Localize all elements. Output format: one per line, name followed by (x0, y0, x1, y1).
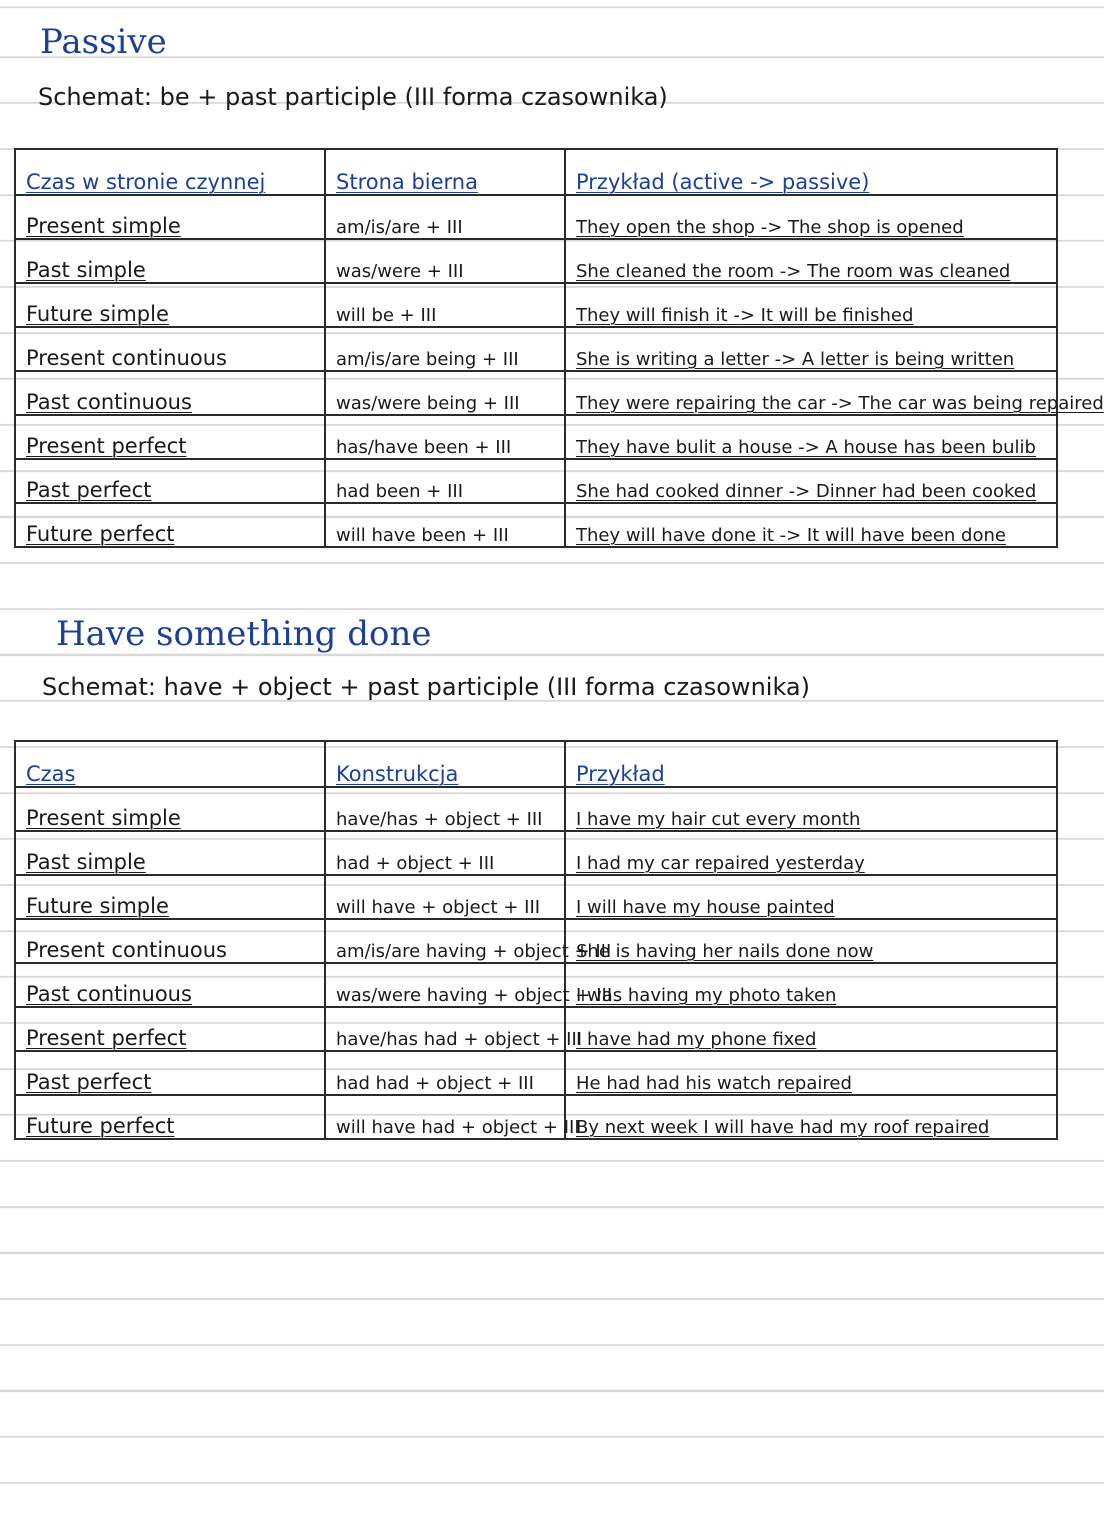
tense-cell: Future simple (15, 875, 325, 919)
tense-cell: Present continuous (15, 919, 325, 963)
example-cell: He had had his watch repaired (565, 1051, 1057, 1095)
table-row (15, 239, 1057, 283)
table-row (15, 1051, 1057, 1095)
example-cell: She cleaned the room -> The room was cleaned (565, 239, 1057, 283)
table-header-row (15, 149, 1057, 195)
table-row (15, 1007, 1057, 1051)
example-cell: They were repairing the car -> The car was being repaired (565, 371, 1057, 415)
example-cell: They will finish it -> It will be finished (565, 283, 1057, 327)
form-cell: am/is/are being + III (325, 327, 565, 371)
tense-cell: Past continuous (15, 371, 325, 415)
example-cell: I was having my photo taken (565, 963, 1057, 1007)
table-row (15, 919, 1057, 963)
column-header-tense: Czas (15, 741, 325, 787)
example-cell: She is writing a letter -> A letter is being written (565, 327, 1057, 371)
tense-cell: Present perfect (15, 415, 325, 459)
tense-cell: Future simple (15, 283, 325, 327)
example-cell: I will have my house painted (565, 875, 1057, 919)
table-row (15, 195, 1057, 239)
form-cell: had had + object + III (325, 1051, 565, 1095)
tense-cell: Past perfect (15, 459, 325, 503)
tense-cell: Past continuous (15, 963, 325, 1007)
tense-cell: Past simple (15, 831, 325, 875)
form-cell: am/is/are + III (325, 195, 565, 239)
passive-title: Passive (40, 22, 167, 62)
form-cell: had + object + III (325, 831, 565, 875)
table-row (15, 875, 1057, 919)
table-row (15, 327, 1057, 371)
form-cell: will have had + object + III (325, 1095, 565, 1139)
column-header-active-tense: Czas w stronie czynnej (15, 149, 325, 195)
form-cell: had been + III (325, 459, 565, 503)
table-row (15, 831, 1057, 875)
tense-cell: Future perfect (15, 503, 325, 547)
form-cell: am/is/are having + object + III (325, 919, 565, 963)
example-cell: I have had my phone fixed (565, 1007, 1057, 1051)
example-cell: They will have done it -> It will have been done (565, 503, 1057, 547)
form-cell: will have + object + III (325, 875, 565, 919)
example-cell: They have bulit a house -> A house has been bulib (565, 415, 1057, 459)
form-cell: was/were being + III (325, 371, 565, 415)
example-cell: I have my hair cut every month (565, 787, 1057, 831)
form-cell: has/have been + III (325, 415, 565, 459)
example-cell: She is having her nails done now (565, 919, 1057, 963)
table-row (15, 283, 1057, 327)
tense-cell: Past perfect (15, 1051, 325, 1095)
column-header-example: Przykład (565, 741, 1057, 787)
example-cell: She had cooked dinner -> Dinner had been cooked (565, 459, 1057, 503)
example-cell: I had my car repaired yesterday (565, 831, 1057, 875)
column-header-construction: Konstrukcja (325, 741, 565, 787)
form-cell: will have been + III (325, 503, 565, 547)
example-cell: By next week I will have had my roof repaired (565, 1095, 1057, 1139)
form-cell: was/were + III (325, 239, 565, 283)
table-row (15, 787, 1057, 831)
passive-schema: Schemat: be + past participle (III forma czasownika) (38, 83, 668, 111)
passive-table (14, 148, 1104, 548)
have-something-done-table (14, 740, 1058, 1140)
have-something-done-title: Have something done (56, 614, 432, 654)
have-something-done-schema: Schemat: have + object + past participle (III forma czasownika) (42, 673, 810, 701)
table-row (15, 415, 1057, 459)
column-header-example: Przykład (active -> passive) (565, 149, 1057, 195)
table-row (15, 459, 1057, 503)
tense-cell: Present continuous (15, 327, 325, 371)
table-row (15, 1095, 1057, 1139)
example-cell: They open the shop -> The shop is opened (565, 195, 1057, 239)
column-header-passive-form: Strona bierna (325, 149, 565, 195)
tense-cell: Present simple (15, 787, 325, 831)
tense-cell: Present simple (15, 195, 325, 239)
form-cell: will be + III (325, 283, 565, 327)
form-cell: have/has + object + III (325, 787, 565, 831)
tense-cell: Present perfect (15, 1007, 325, 1051)
form-cell: have/has had + object + III (325, 1007, 565, 1051)
table-row (15, 371, 1057, 415)
tense-cell: Past simple (15, 239, 325, 283)
table-header-row (15, 741, 1057, 787)
form-cell: was/were having + object + III (325, 963, 565, 1007)
table-row (15, 503, 1057, 547)
table-row (15, 963, 1057, 1007)
tense-cell: Future perfect (15, 1095, 325, 1139)
